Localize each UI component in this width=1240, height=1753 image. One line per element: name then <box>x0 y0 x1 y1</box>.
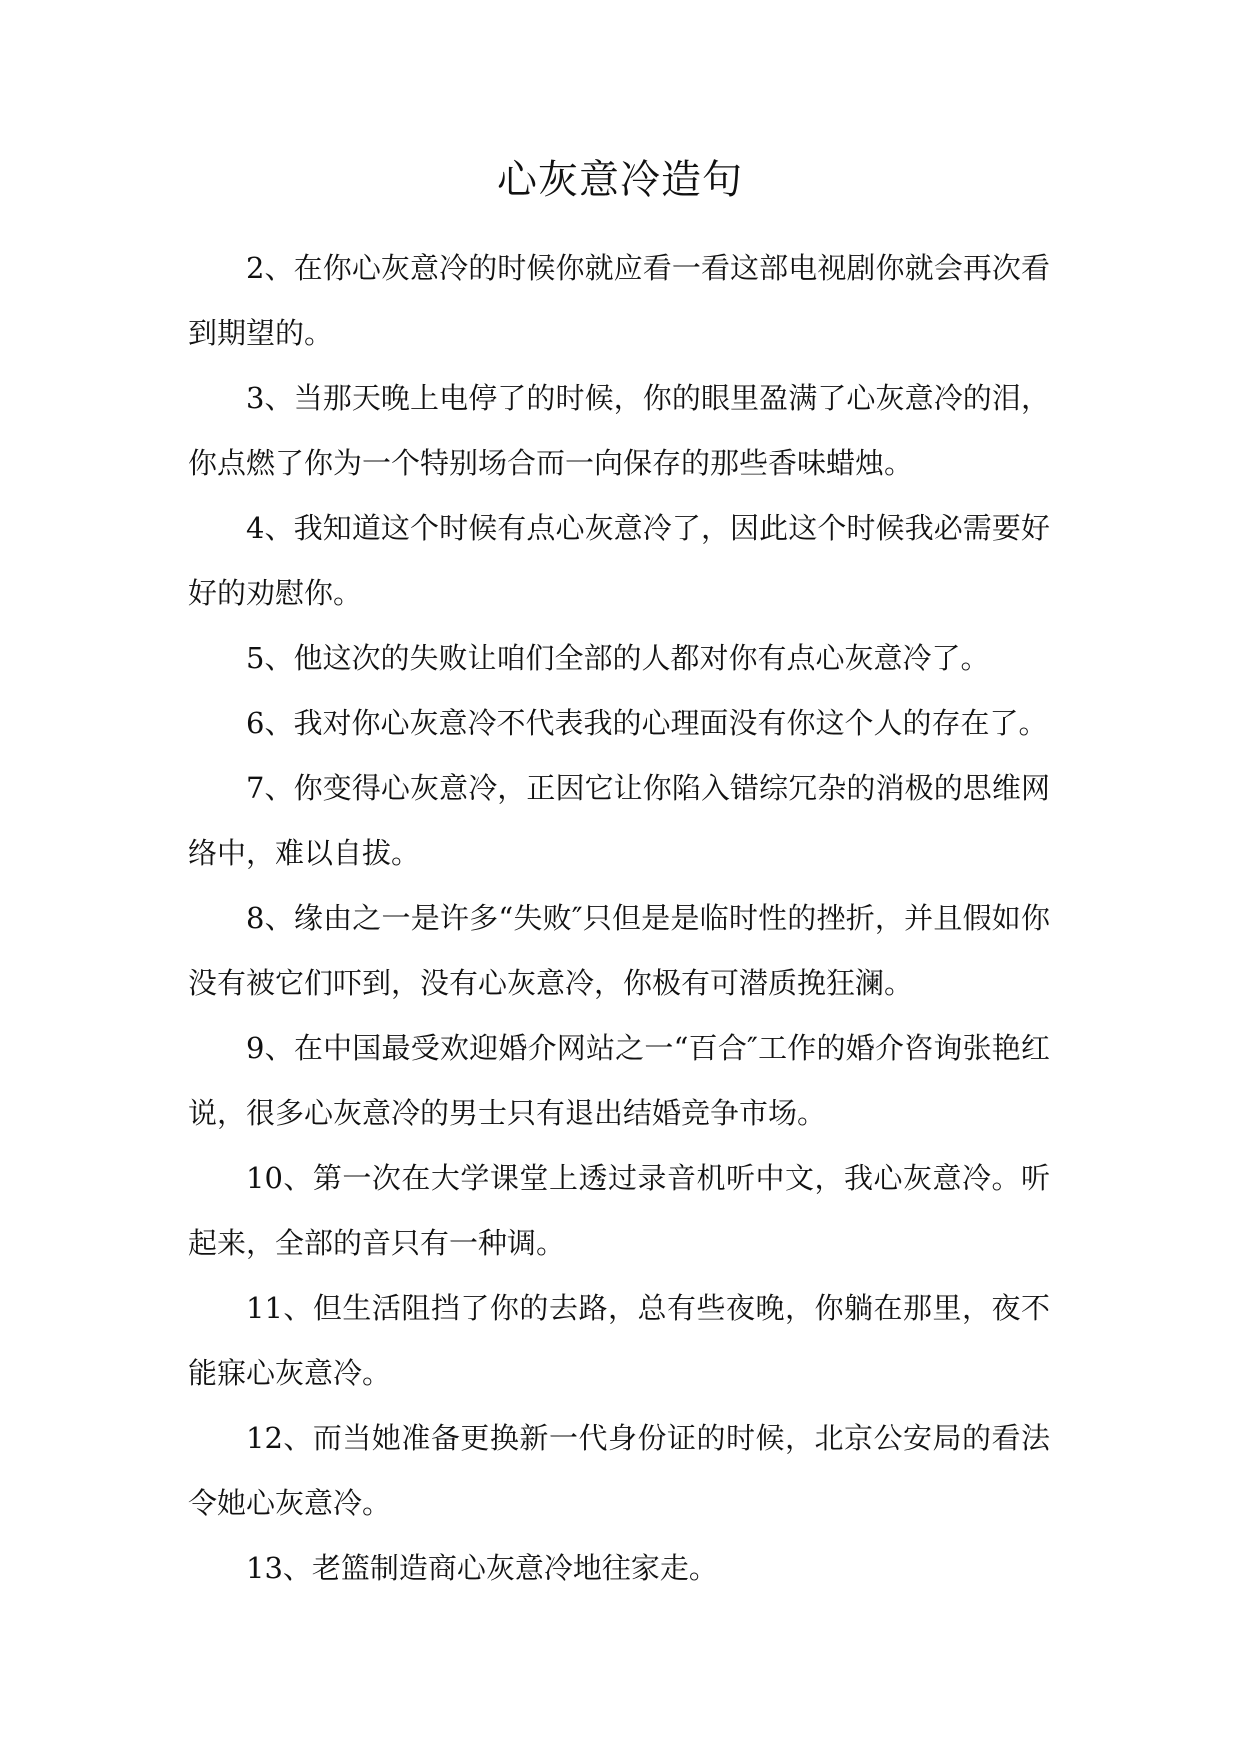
sentence-paragraph: 5、他这次的失败让咱们全部的人都对你有点心灰意冷了。 <box>246 641 990 675</box>
sentence-paragraph: 8、缘由之一是许多“失败″只但是是临时性的挫折，并且假如你没有被它们吓到，没有心灰意冷，你极有可潜质挽狂澜。 <box>188 901 1050 1000</box>
sentence-paragraph: 4、我知道这个时候有点心灰意冷了，因此这个时候我必需要好好的劝慰你。 <box>188 511 1050 610</box>
sentence-paragraph: 9、在中国最受欢迎婚介网站之一“百合″工作的婚介咨询张艳红说，很多心灰意冷的男士只有退出结婚竞争市场。 <box>188 1031 1050 1130</box>
sentence-paragraph: 3、当那天晚上电停了的时候，你的眼里盈满了心灰意冷的泪，你点燃了你为一个特别场合而一向保存的那些香味蜡烛。 <box>188 381 1050 480</box>
page-title: 心灰意冷造句 <box>497 157 743 203</box>
document-body <box>188 236 1050 1601</box>
sentence-paragraph: 7、你变得心灰意冷，正因它让你陷入错综冗杂的消极的思维网络中，难以自拔。 <box>188 771 1050 870</box>
sentence-paragraph: 12、而当她准备更换新一代身份证的时候，北京公安局的看法令她心灰意冷。 <box>188 1421 1050 1520</box>
sentence-paragraph: 11、但生活阻挡了你的去路，总有些夜晚，你躺在那里，夜不能寐心灰意冷。 <box>188 1291 1050 1390</box>
sentence-paragraph: 10、第一次在大学课堂上透过录音机听中文，我心灰意冷。听起来，全部的音只有一种调。 <box>188 1161 1050 1260</box>
sentence-paragraph: 6、我对你心灰意冷不代表我的心理面没有你这个人的存在了。 <box>246 706 1048 740</box>
sentence-paragraph: 2、在你心灰意冷的时候你就应看一看这部电视剧你就会再次看到期望的。 <box>188 251 1050 350</box>
sentence-paragraph: 13、老篮制造商心灰意冷地往家走。 <box>246 1551 718 1585</box>
